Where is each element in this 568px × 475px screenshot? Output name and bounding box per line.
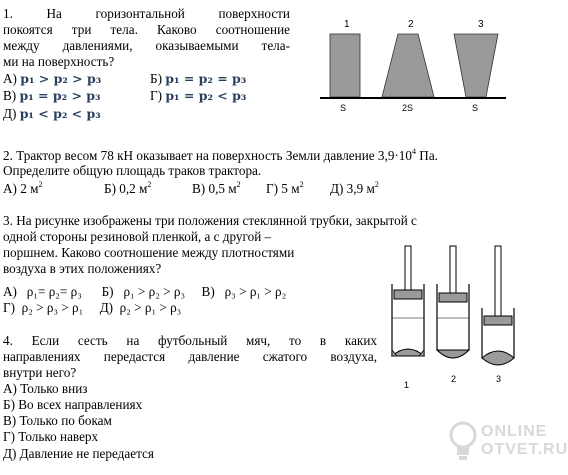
q4-answer-v: В) Только по бокам [3,413,112,428]
watermark-bulb-icon [448,420,478,462]
formula: p₁ = p₂ = p₃ [165,71,247,86]
q1-figure [318,12,508,116]
q2-text: 2. Трактор весом 78 кН оказывает на поверхность Земли давление 3,9·10 [3,148,412,163]
figure-label-3: 3 [478,19,484,30]
q2-unit: Па. [416,148,438,163]
q3-line-1: 3. На рисунке изображены три положения стеклянной трубки, закрытой с [3,213,417,228]
answer-exponent: 2 [374,180,379,189]
formula: p₁ = p₂ > p₃ [19,88,101,103]
formula: p₁ = p₂ < p₃ [165,88,247,103]
q3-figure [384,246,524,392]
tube-2 [437,246,469,358]
q1-option-d [3,106,101,122]
q1-option-g [150,88,246,104]
q2-line-2: Определите общую площадь траков трактора. [3,163,262,178]
tube-1 [392,246,424,356]
answer-text: Г) 5 м [266,181,300,196]
q4-answer-g: Г) Только наверх [3,429,99,444]
q4-answer-a: А) Только вниз [3,381,88,396]
q4-line-3: внутри него? [3,365,77,380]
figure-label-1: 1 [344,19,350,30]
q1-line-3: между давлениями, оказываемыми тела- [3,38,290,53]
tube-label-1: 1 [404,380,410,390]
answer-text: Д) 3,9 м [330,181,375,196]
answer-text: А) 2 м [3,181,39,196]
watermark-line-2: OTVET.RU [481,441,568,458]
q2-exponent: 4 [412,147,416,156]
formula: p₁ > p₂ > p₃ [20,71,102,86]
answer-exponent: 2 [299,180,304,189]
option-label: Б) [150,71,162,86]
option-label: В) [3,88,17,103]
q1-line-1: 1. На горизонтальной поверхности [3,6,290,21]
q4-answer-b: Б) Во всех направлениях [3,397,143,412]
body-3 [454,34,498,97]
q3-answers-1: А) ρ₁= ρ₂= ρ₃ Б) ρ₁ > ρ₂ > ρ₃ В) ρ₃ > ρ₁ > ρ₂ [3,284,287,299]
q1-option-a [3,71,101,87]
q1-option-v [3,88,100,104]
option-label: А) [3,71,17,86]
formula: p₁ < p₂ < p₃ [19,106,101,121]
q3-line-4: воздуха в этих положениях? [3,261,162,276]
q1-option-b [150,71,246,87]
q3-answers-2: Г) ρ₂ > ρ₃ > ρ₁ Д) ρ₂ > ρ₁ > ρ₃ [3,300,182,315]
q4-answer-d: Д) Давление не передается [3,446,154,461]
answer-exponent: 2 [147,180,152,189]
q4-line-1: 4. Если сесть на футбольный мяч, то в каких [3,333,377,348]
q2-answer-d [330,180,379,197]
q3-line-2: одной стороны резиновой пленкой, а с другой – [3,229,272,244]
q2-line-1 [3,147,438,164]
tube-label-2: 2 [451,374,457,384]
answer-text: В) 0,5 м [192,181,237,196]
answer-text: Б) 0,2 м [104,181,148,196]
base-label-2: 2S [402,103,414,113]
q3-line-3: поршнем. Каково соотношение между плотностями [3,245,295,260]
figure-label-2: 2 [408,19,414,30]
q2-answer-b [104,180,151,197]
watermark-line-1: ONLINE [481,423,548,440]
q2-answer-g [266,180,304,197]
tube-label-3: 3 [496,374,502,384]
q4-line-2: направлениях передастся давление сжатого воздуха, [3,349,377,364]
q2-answer-a [3,180,42,197]
q1-line-2: покоятся три тела. Каково соотношение [3,22,290,37]
base-label-1: S [340,103,347,113]
base-label-3: S [472,103,479,113]
answer-exponent: 2 [38,180,43,189]
body-1 [330,34,360,97]
option-label: Д) [3,106,17,121]
tube-3 [482,246,514,365]
option-label: Г) [150,88,163,103]
answer-exponent: 2 [236,180,241,189]
q2-answer-v [192,180,241,197]
body-2 [382,34,434,97]
q1-line-4: ми на поверхность? [3,54,115,69]
